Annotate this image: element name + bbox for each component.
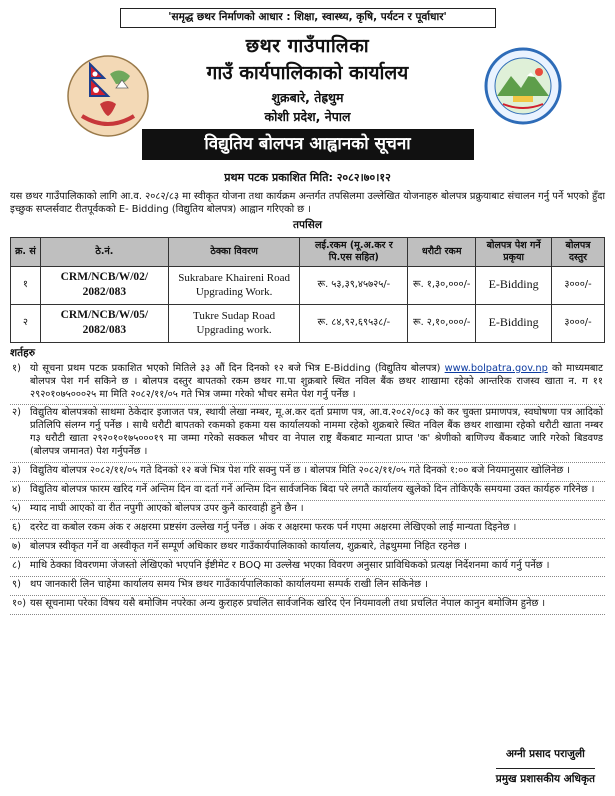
col-estimate: लई.रकम (मू.अ.कर र पि.एस सहित) — [300, 238, 408, 267]
condition-text: यो सूचना प्रथम पटक प्रकाशित भएको मितिले ३३ औं दिन दिनको १२ बजे भित्र E-Bidding (विद्युतिय बोलपत्र) — [30, 362, 445, 374]
schedule-title: तपसिल — [293, 219, 322, 232]
condition-item — [10, 405, 605, 463]
condition-number: १) — [12, 362, 21, 374]
condition-item — [10, 558, 605, 577]
signature-block — [496, 748, 595, 787]
row-fee: ३०००/- — [552, 304, 605, 342]
condition-number: ६) — [12, 521, 21, 533]
motto-box: 'समृद्ध छथर निर्माणको आधार : शिक्षा, स्वास्थ्य, कृषि, पर्यटन र पूर्वाधार' — [120, 8, 496, 28]
condition-number: ७) — [12, 540, 21, 552]
condition-item — [10, 463, 605, 482]
condition-text: बोलपत्र स्वीकृत गर्ने वा अस्वीकृत गर्ने सम्पूर्ण अधिकार छथर गाउँकार्यपालिकाको कार्यालय, शुक्रबारे, तेह्रथुममा निहित रहनेछ । — [30, 540, 467, 552]
municipality-seal-icon — [483, 46, 563, 126]
row-deposit: रू. २,१०,०००/- — [408, 304, 476, 342]
notice-title-banner: विद्युतिय बोलपत्र आह्वानको सूचना — [142, 129, 474, 160]
row-contract-no: CRM/NCB/W/02/ 2082/083 — [40, 266, 168, 304]
row-description: Sukrabare Khaireni Road Upgrading Work. — [168, 266, 300, 304]
row-description: Tukre Sudap Road Upgrading work. — [168, 304, 300, 342]
condition-number: ९) — [12, 578, 21, 590]
condition-text: म्याद नाघी आएको वा रीत नपुगी आएको बोलपत्र उपर कुनै कारवाही हुने छैन । — [30, 502, 304, 514]
municipality-name: छथर गाउँपालिका — [245, 34, 370, 57]
condition-number: २) — [12, 407, 21, 419]
nepal-emblem-icon — [60, 44, 156, 140]
condition-number: ३) — [12, 465, 21, 477]
tender-table — [10, 237, 605, 343]
row-method: E-Bidding — [476, 266, 552, 304]
condition-text: माथि ठेक्का विवरणमा जेजस्तो लेखिएको भएपनि ईष्टीमेट र BOQ मा उल्लेख भएका विवरण अनुसार प्राविधिकको प्रत्यक्ष निर्देशनमा कार्य गर्नु पर्नेछ । — [30, 559, 550, 571]
row-sn: १ — [11, 266, 41, 304]
condition-text: विद्युतिय बोलपत्रको साथमा ठेकेदार इजाजत पत्र, स्थायी लेखा नम्बर, मू.अ.कर दर्ता प्रमाण पत्र, आ.व.२०८२/०८३ को कर चुक्ता प्रमाणपत्र, स्वघोषणा पत्र आदिको प्रतिलिपि संलग्न गर्नु पर्नेछ । साथै धरौटी बापतको रकमको हकमा यस कार्यालयको नाममा रहेको शुक्रबारे स्थित नविल बैंक छथर शाखामा रहेको धरौटी खाता नम्बर ग३ धरौटी खाता २९२०१०१७५०००१९ मा जम्मा गरेको सक्कल भौचर वा नेपाल राष्ट्र बैंकबाट मान्यता प्राप्त 'क' श्रेणीको बाणिज्य बैंकबाट जारि गरेको बिडवण्ड (बोलपत्र जमानत) पेश गर्नुपर्नेछ । — [30, 407, 603, 458]
condition-item — [10, 501, 605, 520]
table-header-row — [11, 238, 605, 267]
condition-number: ५) — [12, 502, 21, 514]
table-row — [11, 266, 605, 304]
conditions-title: शर्तहरु — [10, 346, 35, 359]
signatory-title: प्रमुख प्रशासकीय अधिकृत — [496, 768, 595, 787]
conditions-list — [10, 361, 605, 615]
condition-text-cont: को माध्यमबाट बोलपत्र पेश गर्न सकिने छ । बोलपत्र दस्तुर बापतको रकम छथर गा.पा शुक्रबारे स्थित नविल बैंक छथर शाखामा रहेको आन्तरिक राजस्व खाता न. ग ११ २९२०१०७५०००२५ मा मिति २०८२/११/०५ गते भित्र जम्मा गरेको भौचर समेत पेश गर्नु पर्नेछ । — [30, 362, 603, 400]
condition-number: ८) — [12, 559, 21, 571]
condition-text: थप जानकारी लिन चाहेमा कार्यालय समय भित्र छथर गाउँकार्यपालिकाको कार्यालयमा सम्पर्क राखी लिन सकिनेछ । — [30, 578, 428, 590]
signatory-name: अग्नी प्रसाद पराजुली — [505, 748, 585, 760]
letterhead — [10, 34, 605, 164]
condition-item — [10, 361, 605, 406]
row-deposit: रू. १,३०,०००/- — [408, 266, 476, 304]
col-deposit: धरौटी रकम — [408, 238, 476, 267]
col-fee: बोलपत्र दस्तुर — [552, 238, 605, 267]
condition-item — [10, 482, 605, 501]
condition-item — [10, 596, 605, 615]
row-contract-no: CRM/NCB/W/05/ 2082/083 — [40, 304, 168, 342]
condition-item — [10, 577, 605, 596]
office-name: गाउँ कार्यपालिकाको कार्यालय — [206, 61, 409, 84]
row-sn: २ — [11, 304, 41, 342]
condition-item — [10, 520, 605, 539]
row-method: E-Bidding — [476, 304, 552, 342]
condition-number: ४) — [12, 484, 21, 496]
condition-number: १०) — [12, 597, 27, 609]
col-contract-no: ठे.नं. — [40, 238, 168, 267]
col-description: ठेक्का विवरण — [168, 238, 300, 267]
condition-text: यस सूचनामा परेका विषय यसै बमोजिम नपरेका अन्य कुराहरु प्रचलित सार्वजनिक खरिद ऐन नियमावली तथा प्रचलित नेपाल कानुन बमोजिम हुनेछ । — [30, 597, 546, 609]
published-date: प्रथम पटक प्रकाशित मिति: २०८२।७०।१२ — [224, 170, 391, 184]
row-estimate: रू. ८४,९२,६९५३८/- — [300, 304, 408, 342]
office-location: शुक्रबारे, तेह्रथुम — [271, 90, 344, 106]
table-row — [11, 304, 605, 342]
row-fee: ३०००/- — [552, 266, 605, 304]
condition-item — [10, 539, 605, 558]
condition-text: विद्युतिय बोलपत्र २०८२/११/०५ गते दिनको १२ बजे भित्र पेश गरि सक्नु पर्ने छ । बोलपत्र मिति २०८२/११/०५ गते दिनको १:०० बजे नियमानुसार खोलिनेछ । — [30, 465, 571, 477]
row-estimate: रू. ५३,३९,४५७२५/- — [300, 266, 408, 304]
bolpatra-link[interactable]: www.bolpatra.gov.np — [444, 362, 548, 374]
col-method: बोलपत्र पेश गर्ने प्रकृया — [476, 238, 552, 267]
condition-text: दररेट वा कबोल रकम अंक र अक्षरमा प्रष्टसंग उल्लेख गर्नु पर्नेछ । अंक र अक्षरमा फरक पर्न गएमा अक्षरमा लेखिएको लाई मान्यता दिइनेछ । — [30, 521, 517, 533]
col-sn: क्र. सं — [11, 238, 41, 267]
condition-text: विद्युतिय बोलपत्र फारम खरिद गर्ने अन्तिम दिन वा दर्ता गर्ने अन्तिम दिन सार्वजनिक बिदा परे लगतै कार्यालय खुलेको दिन तोकिएकै समयमा उक्त कार्यहरु गरिनेछ । — [30, 484, 595, 496]
province-name: कोशी प्रदेश, नेपाल — [264, 108, 351, 124]
intro-paragraph: यस छथर गाउँपालिकाको लागि आ.व. २०८२/८३ मा स्वीकृत योजना तथा कार्यक्रम अन्तर्गत तपसिलमा उल्लेखित योजनाहरु बोलपत्र प्रक्रुयाबाट संचालन गर्नु पर्ने भएको हुँदा इच्छुक सप्लर्सवाट रीतपूर्वकको E- Bidding (विद्युतिय बोलपत्र) आह्वान गरिएको छ । — [10, 191, 605, 216]
